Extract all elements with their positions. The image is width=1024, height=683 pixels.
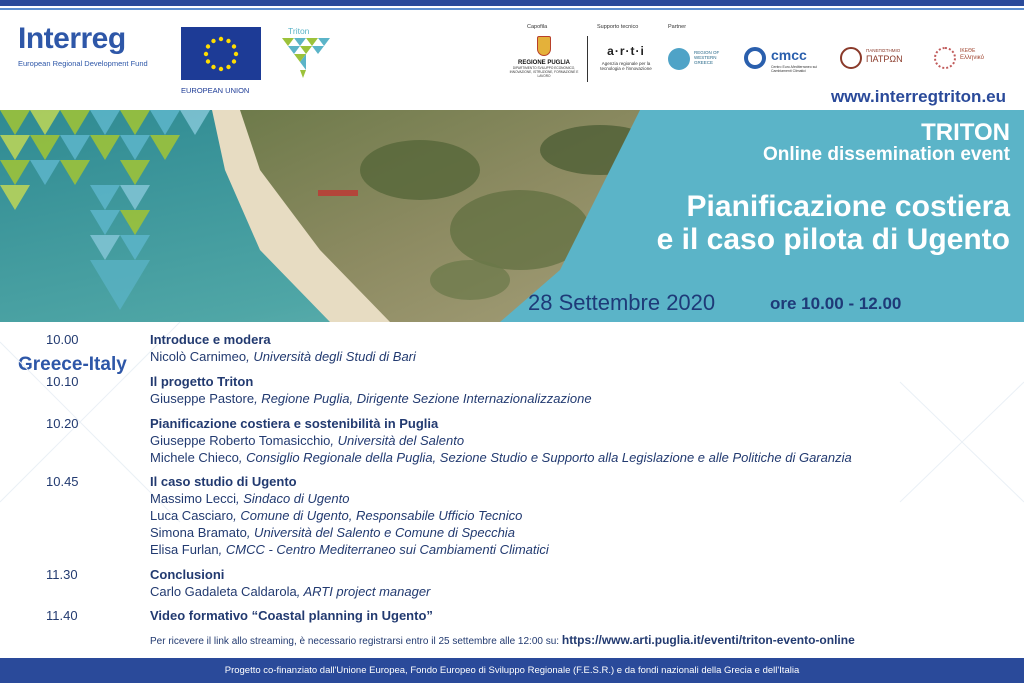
speaker-line [150,525,515,540]
speaker-name: Michele Chieco [150,450,239,465]
uop-line2: ΠΑΤΡΩΝ [866,54,903,64]
puglia-name: REGIONE PUGLIA [517,60,570,66]
arti-logo [592,44,660,71]
speaker-affiliation: , ARTI project manager [296,584,431,599]
eu-caption: EUROPEAN UNION [181,86,250,95]
supporto-label: Supporto tecnico [597,24,639,30]
speaker-line [150,508,522,523]
event-subtitle: Online dissemination event [762,144,1010,165]
speaker-affiliation: , Università del Salento e Comune di Specchia [246,525,515,540]
event-tag: TRITON [921,119,1010,146]
registration-note [150,633,855,647]
rwg-text: REGION OF WESTERN GREECE [694,50,720,65]
session-title: Conclusioni [150,567,225,582]
top-stripe [0,0,1024,6]
cmcc-emblem-icon [744,47,766,69]
speaker-affiliation: , Università degli Studi di Bari [246,349,416,364]
partner-label: Partner [668,24,687,30]
session-title: Il caso studio di Ugento [150,474,297,489]
speaker-line [150,584,430,599]
session-time: 10.10 [46,374,79,389]
registration-text: Per ricevere il link allo streaming, è necessario registrarsi entro il 25 settembre alle 12:00 su: [150,636,562,647]
footer-banner [0,658,1024,683]
speaker-name: Carlo Gadaleta Caldarola [150,584,297,599]
interreg-fund: European Regional Development Fund [18,59,148,68]
event-time: ore 10.00 - 12.00 [770,294,902,313]
session-time: 11.30 [46,567,78,582]
eu-logo [181,27,263,95]
speaker-affiliation: , CMCC - Centro Mediterraneo sui Cambiamenti Climatici [218,542,549,557]
speaker-affiliation: , Università del Salento [330,433,465,448]
session-title: Il progetto Triton [150,374,254,389]
cmcc-name: cmcc [771,47,807,63]
speaker-affiliation: , Comune di Ugento, Responsabile Ufficio Tecnico [233,508,523,523]
speaker-name: Simona Bramato [150,525,247,540]
event-title-line2: e il caso pilota di Ugento [656,223,1010,256]
elkethe-emblem-icon [934,47,956,69]
region-western-greece-logo [668,46,732,76]
session-title: Introduce e modera [150,332,271,347]
speaker-line [150,450,852,465]
event-title-line1: Pianificazione costiera [686,190,1010,223]
logo-divider [587,36,588,82]
uop-line1: ΠΑΝΕΠΙΣΤΗΜΙΟ [866,48,901,53]
interreg-program: Greece-Italy [18,354,127,375]
speaker-line [150,349,416,364]
session-time: 10.00 [46,332,79,347]
university-patras-logo [840,45,922,75]
speaker-name: Giuseppe Pastore [150,391,255,406]
speaker-affiliation: , Regione Puglia, Dirigente Sezione Internazionalizzazione [254,391,592,406]
event-title [490,190,1010,256]
cmcc-logo [744,45,826,75]
speaker-name: Elisa Furlan [150,542,219,557]
arti-sub: Agenzia regionale per la tecnologia e l'innovazione [600,61,652,71]
interreg-name: Interreg [18,22,126,55]
speaker-name: Massimo Lecci [150,491,236,506]
capofila-label: Capofila [527,24,548,30]
elkethe-line1: ΙΚΕΘΕ [960,48,976,54]
speaker-name: Nicolò Carnimeo [150,349,247,364]
footer-text: Progetto co-finanziato dall'Unione Europea, Fondo Europeo di Sviluppo Regionale (F.E.S.R.) e da fondi nazionali della Grecia e dell'Italia [224,665,800,676]
session-title: Video formativo “Coastal planning in Ugento” [150,608,433,623]
event-date: 28 Settembre 2020 [528,290,716,315]
triton-logo-text: Triton [288,26,310,36]
puglia-crest-icon [537,36,551,56]
session-time: 10.20 [46,416,79,431]
speaker-name: Giuseppe Roberto Tomasicchio [150,433,331,448]
speaker-name: Luca Casciaro [150,508,234,523]
elkethe-logo [934,45,1004,75]
cmcc-sub: Centro Euro-Mediterraneo sui Cambiamenti Climatici [771,65,818,73]
regione-puglia-logo [506,36,582,78]
rwg-emblem-icon [668,48,690,70]
puglia-sub: DIPARTIMENTO SVILUPPO ECONOMICO, INNOVAZIONE, ISTRUZIONE, FORMAZIONE E LAVORO [509,66,579,78]
speaker-line [150,433,464,448]
session-time: 10.45 [46,474,79,489]
session-time: 11.40 [46,608,78,623]
speaker-line [150,491,349,506]
speaker-line [150,391,592,406]
top-stripe-thin [0,8,1024,10]
eu-flag-icon [181,27,261,80]
registration-link[interactable]: https://www.arti.puglia.it/eventi/triton-evento-online [561,633,855,647]
speaker-line [150,542,549,557]
arti-name: a·r·t·i [607,44,645,58]
triton-logo [278,24,333,84]
elkethe-line2: Ελληνικό [960,55,984,61]
uop-seal-icon [840,47,862,69]
speaker-affiliation: , Consiglio Regionale della Puglia, Sezione Studio e Supporto alla Legislazione e alle Politiche di Garanzia [238,450,852,465]
session-title: Pianificazione costiera e sostenibilità in Puglia [150,416,439,431]
website-link[interactable]: www.interregtriton.eu [830,87,1006,106]
speaker-affiliation: , Sindaco di Ugento [235,491,350,506]
